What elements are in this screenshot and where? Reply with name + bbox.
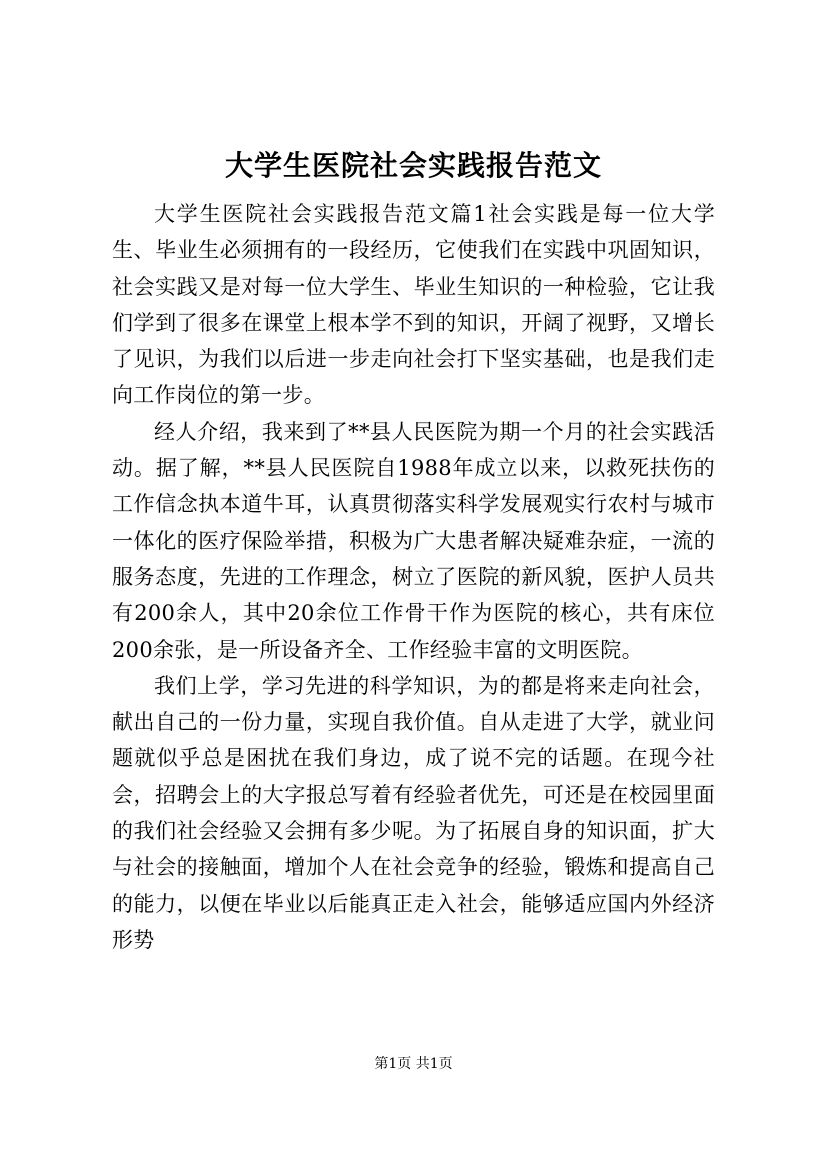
document-body — [112, 196, 715, 958]
page-number-label: 第1页 共1页 — [374, 1056, 453, 1072]
paragraph-1: 大学生医院社会实践报告范文篇1社会实践是每一位大学生、毕业生必须拥有的一段经历，它使我们在实践中巩固知识，社会实践又是对每一位大学生、毕业生知识的一种检验，它让我们学到了很多在课堂上根本学不到的知识，开阔了视野，又增长了见识，为我们以后进一步走向社会打下坚实基础，也是我们走向工作岗位的第一步。 — [112, 202, 715, 408]
paragraph-3: 我们上学，学习先进的科学知识，为的都是将来走向社会，献出自己的一份力量，实现自我价值。自从走进了大学，就业问题就似乎总是困扰在我们身边，成了说不完的话题。在现今社会，招聘会上的大字报总写着有经验者优先，可还是在校园里面的我们社会经验又会拥有多少呢。为了拓展自身的知识面，扩大与社会的接触面，增加个人在社会竞争的经验，锻炼和提高自己的能力，以便在毕业以后能真正走入社会，能够适应国内外经济形势 — [112, 673, 715, 952]
document-title: 大学生医院社会实践报告范文 — [224, 149, 602, 182]
page-footer — [0, 1054, 827, 1074]
paragraph-2: 经人介绍，我来到了**县人民医院为期一个月的社会实践活动。据了解，**县人民医院自1988年成立以来，以救死扶伤的工作信念执本道牛耳，认真贯彻落实科学发展观实行农村与城市一体化的医疗保险举措，积极为广大患者解决疑难杂症，一流的服务态度，先进的工作理念，树立了医院的新风貌，医护人员共有200余人，其中20余位工作骨干作为医院的核心，共有床位200余张，是一所设备齐全、工作经验丰富的文明医院。 — [112, 419, 715, 662]
